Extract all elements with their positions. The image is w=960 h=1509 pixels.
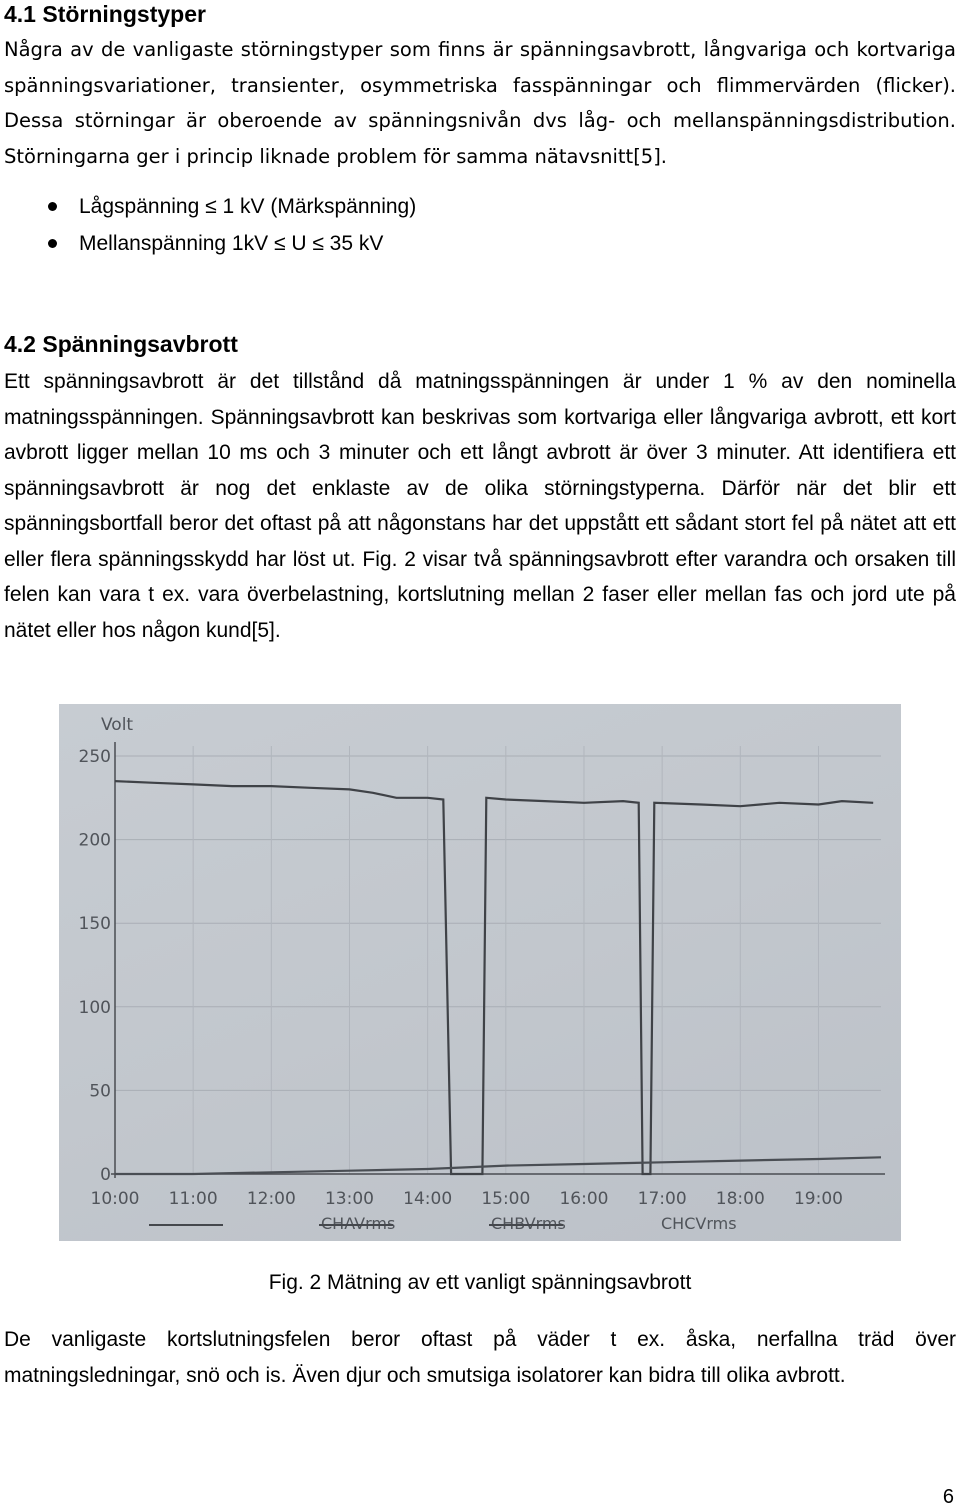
- series-line-chbvrms: [115, 1157, 881, 1174]
- closing-paragraph: De vanligaste kortslutningsfelen beror oftast på väder t ex. åska, nerfallna träd över matningsledningar, snö och is. Även djur och smutsiga isolatorer kan bidra till olika avbrott.: [4, 1328, 956, 1387]
- y-tick-label: 0: [100, 1165, 111, 1185]
- x-tick-label: 11:00: [168, 1189, 218, 1209]
- section-4-1: [4, 0, 956, 262]
- bullet-item: Lågspänning ≤ 1 kV (Märkspänning): [4, 188, 956, 225]
- section-heading: 4.1 Störningstyper: [4, 1, 206, 27]
- x-tick-label: 16:00: [559, 1189, 609, 1209]
- section-heading: 4.2 Spänningsavbrott: [4, 331, 238, 357]
- y-tick-label: 200: [78, 830, 111, 851]
- legend-label: CHBVrms: [491, 1214, 566, 1233]
- bullet-item: Mellanspänning 1kV ≤ U ≤ 35 kV: [4, 225, 956, 262]
- y-tick-label: 150: [78, 914, 111, 935]
- x-tick-label: 17:00: [637, 1189, 687, 1209]
- voltage-chart-photo: [59, 704, 901, 1241]
- x-tick-label: 18:00: [715, 1189, 765, 1209]
- y-axis-label: Volt: [101, 715, 134, 735]
- x-tick-label: 13:00: [324, 1189, 374, 1209]
- x-tick-label: 14:00: [403, 1189, 453, 1209]
- x-tick-label: 15:00: [481, 1189, 531, 1209]
- y-tick-label: 100: [78, 997, 111, 1018]
- legend-label: CHCVrms: [661, 1214, 737, 1233]
- page-number: 6: [942, 1486, 954, 1508]
- y-tick-label: 50: [89, 1081, 111, 1102]
- bullet-list: [4, 188, 956, 262]
- x-tick-label: 12:00: [246, 1189, 296, 1209]
- section-paragraph: Ett spänningsavbrott är det tillstånd då matningsspänningen är under 1 % av den nominella matningsspänningen. Spänningsavbrott kan beskrivas som kortvariga eller långvariga avbrott, ett kort avbrott ligger mellan 10 ms och 3 minuter och ett långt avbrott är över 3 minuter. Att identifiera ett spänningsavbrott är nog det enklaste av de olika störningstyperna. Därför när det blir ett spänningsbortfall beror det oftast på att någonstans har det uppstått ett sådant stort fel på nätet att ett eller flera spänningsskydd har löst ut. Fig. 2 visar två spänningsavbrott efter varandra och orsaken till felen kan vara t ex. vara överbelastning, kortslutning mellan 2 faser eller mellan fas och jord ute på nätet eller hos någon kund[5].: [4, 370, 956, 642]
- x-tick-label: 10:00: [90, 1189, 140, 1209]
- x-tick-label: 19:00: [793, 1189, 843, 1209]
- section-4-2: [4, 330, 956, 648]
- y-tick-label: 250: [78, 747, 111, 767]
- section-paragraph: Några av de vanligaste störningstyper som finns är spänningsavbrott, långvariga och kortvariga spänningsvariationer, transienter, osymmetriska fasspänningar och flimmervärden (flicker). Dessa störningar är oberoende av spänningsnivån dvs låg- och mellanspänningsdistribution. Störningarna ger i princip liknade problem för samma nätavsnitt[5].: [4, 38, 956, 168]
- figure-caption: Fig. 2 Mätning av ett vanligt spänningsavbrott: [268, 1271, 692, 1294]
- legend-label: CHAVrms: [321, 1214, 396, 1233]
- voltage-chart: [59, 704, 901, 1241]
